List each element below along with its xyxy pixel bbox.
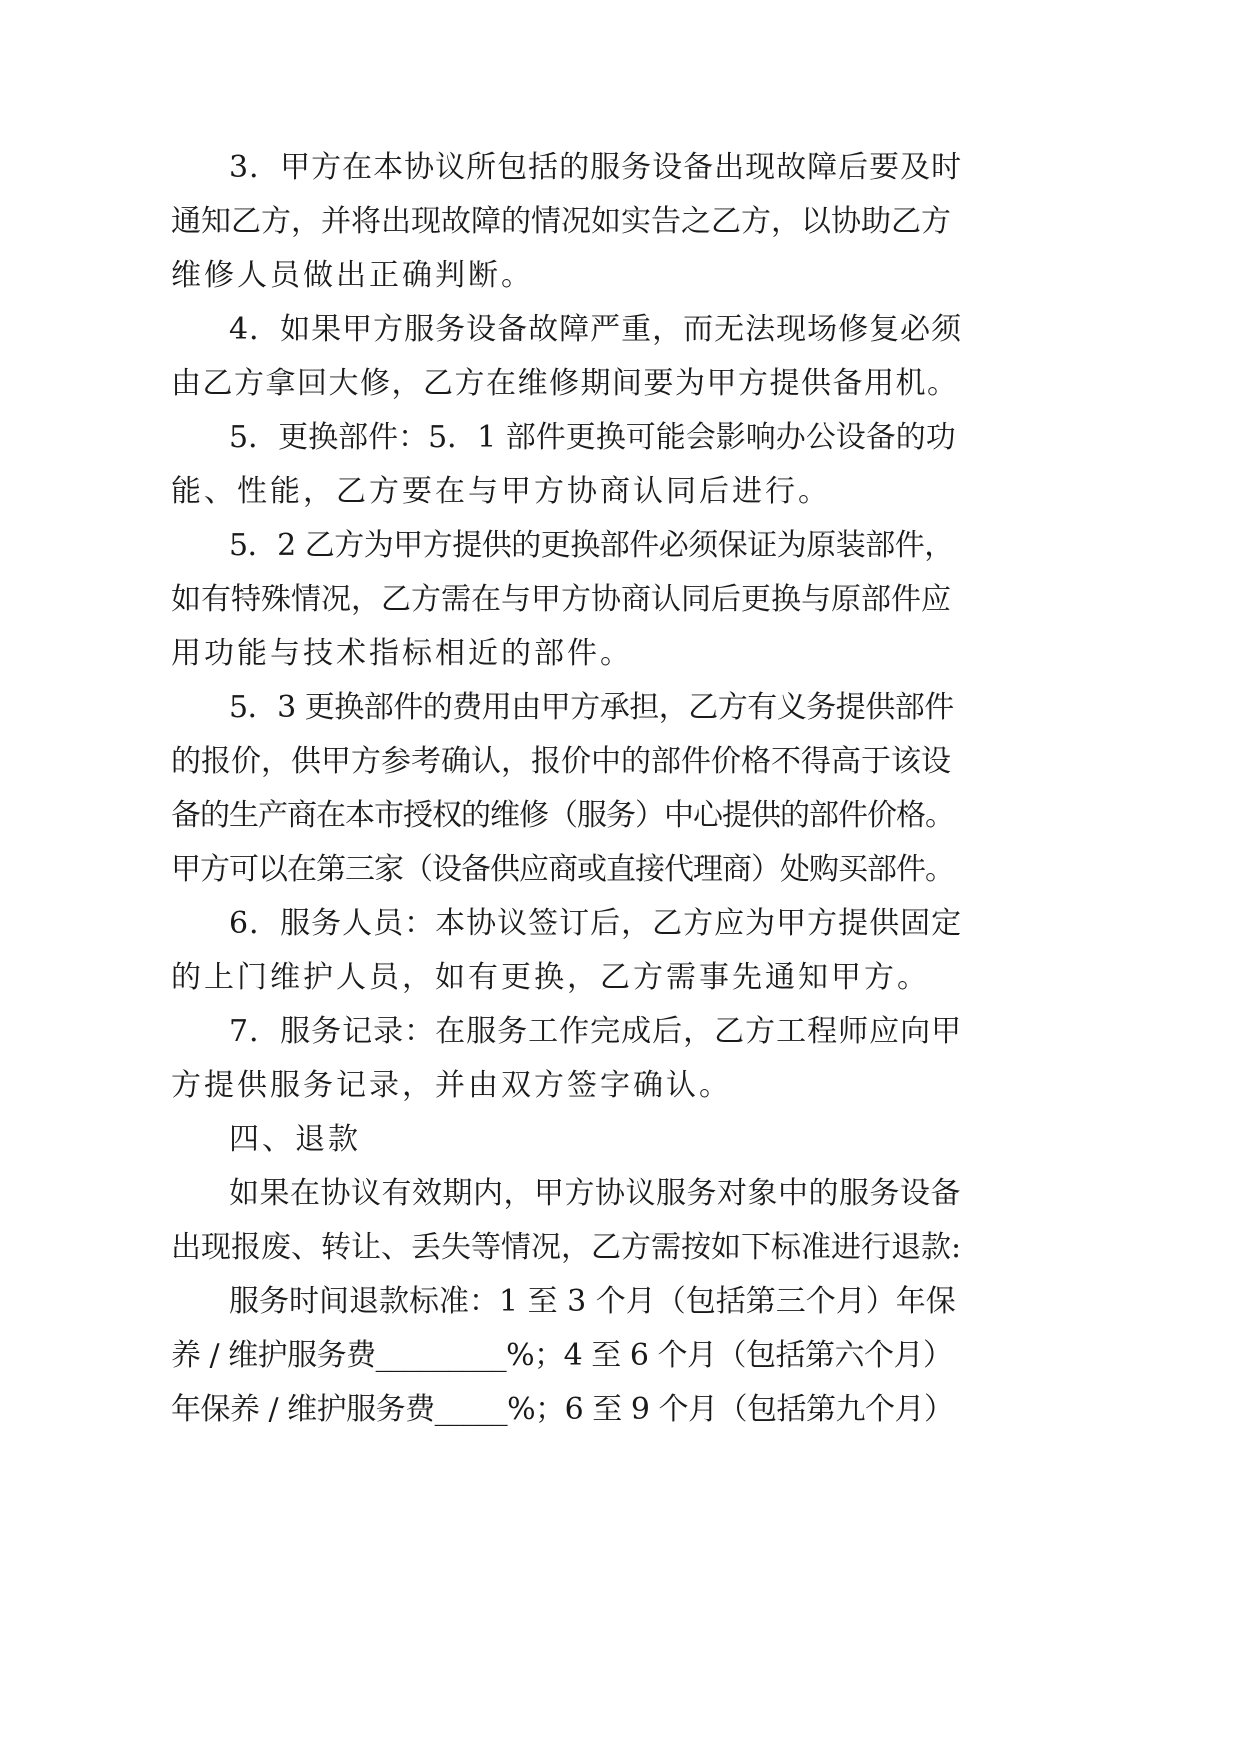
text-line: 5．2 乙方为甲方提供的更换部件必须保证为原装部件， [229, 528, 954, 563]
text-line: 5．更换部件：5．1 部件更换可能会影响办公设备的功 [229, 420, 956, 455]
section-heading: 四、退款 [229, 1122, 361, 1157]
text-line: 4．如果甲方服务设备故障严重，而无法现场修复必须 [229, 312, 963, 347]
text-line: 年保养 / 维护服务费_____%；6 至 9 个月（包括第九个月） [171, 1392, 954, 1427]
text-line: 维修人员做出正确判断。 [171, 258, 534, 293]
text-line: 的上门维护人员，如有更换，乙方需事先通知甲方。 [171, 960, 930, 995]
text-line: 方提供服务记录，并由双方签字确认。 [171, 1068, 732, 1103]
text-line: 甲方可以在第三家（设备供应商或直接代理商）处购买部件。 [171, 852, 954, 887]
text-line: 服务时间退款标准：1 至 3 个月（包括第三个月）年保 [229, 1284, 956, 1319]
text-line: 通知乙方，并将出现故障的情况如实告之乙方，以协助乙方 [171, 204, 951, 239]
text-line: 由乙方拿回大修，乙方在维修期间要为甲方提供备用机。 [171, 366, 959, 401]
text-line: 能、性能，乙方要在与甲方协商认同后进行。 [171, 474, 831, 509]
text-line: 出现报废、转让、丢失等情况，乙方需按如下标准进行退款: [171, 1230, 962, 1265]
text-line: 用功能与技术指标相近的部件。 [171, 636, 633, 671]
text-line: 7．服务记录：在服务工作完成后，乙方工程师应向甲 [229, 1014, 963, 1049]
text-line: 养 / 维护服务费_________%；4 至 6 个月（包括第六个月） [171, 1338, 953, 1373]
text-line: 6．服务人员：本协议签订后，乙方应为甲方提供固定 [229, 906, 963, 941]
text-line: 如果在协议有效期内，甲方协议服务对象中的服务设备 [229, 1176, 961, 1211]
text-line: 的报价，供甲方参考确认，报价中的部件价格不得高于该设 [171, 744, 951, 779]
text-line: 3．甲方在本协议所包括的服务设备出现故障后要及时 [229, 150, 963, 185]
text-line: 如有特殊情况，乙方需在与甲方协商认同后更换与原部件应 [171, 582, 951, 617]
text-line: 5．3 更换部件的费用由甲方承担，乙方有义务提供部件 [229, 690, 954, 725]
text-line: 备的生产商在本市授权的维修（服务）中心提供的部件价格。 [171, 798, 954, 833]
